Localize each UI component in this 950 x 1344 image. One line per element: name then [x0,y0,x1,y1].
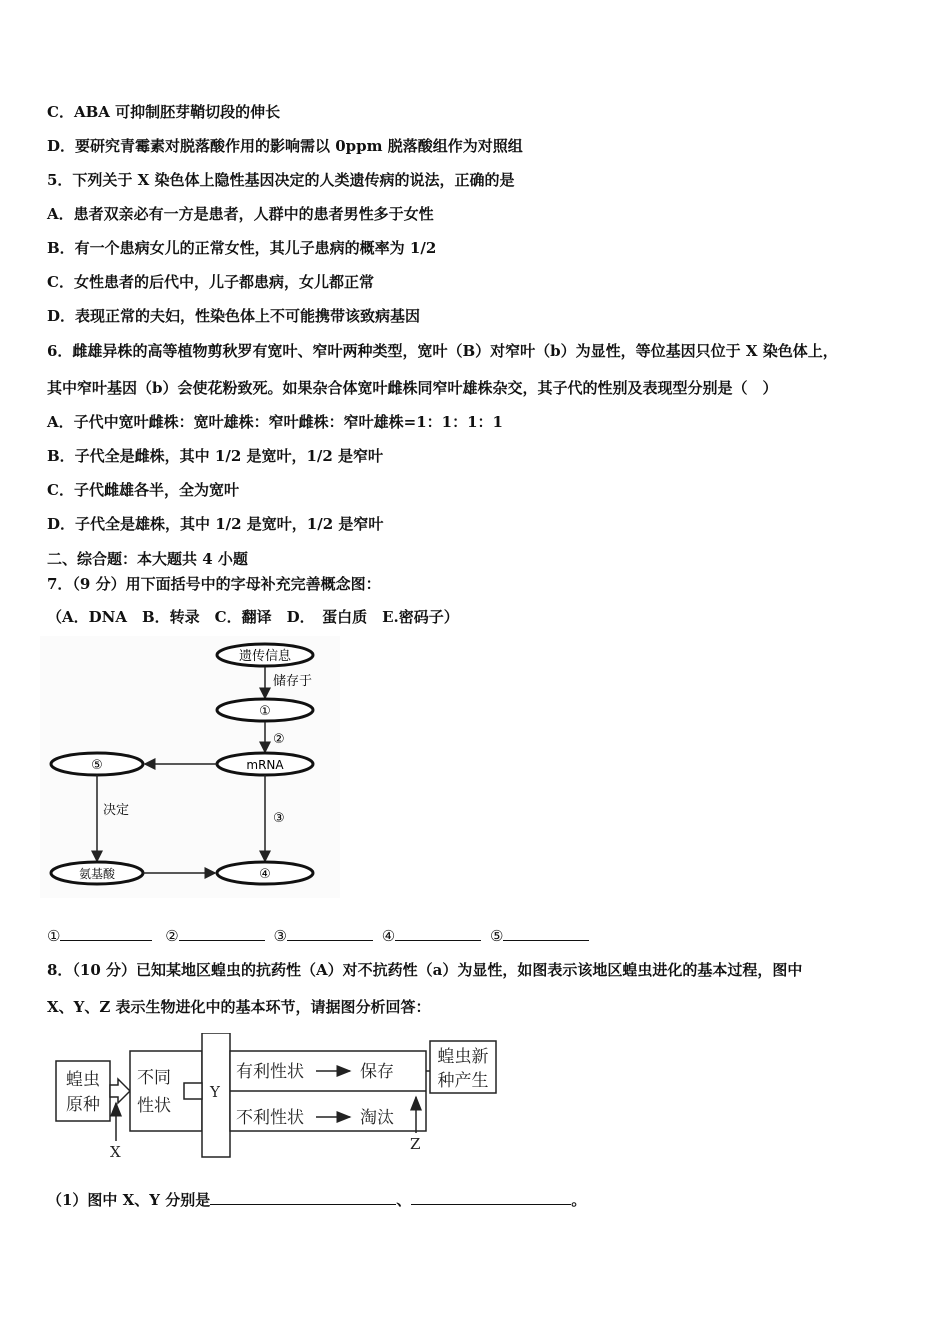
new-species-line2: 种产生 [437,1071,489,1091]
z-label: Z [410,1135,421,1153]
eliminated-label: 淘汰 [360,1108,394,1128]
original-species-line2: 原种 [66,1095,100,1115]
blank-4-marker: ④ [381,927,396,945]
question-6-line1: 6．雌雄异株的高等植物剪秋罗有宽叶、窄叶两种类型，宽叶（B）对窄叶（b）为显性，等位基因只位于 X 染色体上， [47,342,838,360]
q8-1-text: （1）图中 X、Y 分别是 [47,1191,211,1209]
favorable-traits: 有利性状 [236,1062,304,1082]
question-8-line1: 8．（10 分）已知某地区蝗虫的抗药性（A）对不抗药性（a）为显性，如图表示该地区蝗虫进化的基本过程，图中 [47,961,803,979]
x-label: X [110,1143,121,1161]
q8-1-end: 。 [571,1191,587,1209]
evolution-process-diagram [50,1033,510,1163]
q5-option-d: D．表现正常的夫妇，性染色体上不可能携带该致病基因 [47,307,421,325]
q7-answer-blanks [47,926,589,946]
step-2-label: ② [273,732,285,747]
q6-option-c: C．子代雌雄各半，全为宽叶 [47,481,239,499]
y-label: Y [210,1083,220,1101]
q6-option-b: B．子代全是雌株，其中 1/2 是宽叶，1/2 是窄叶 [47,447,384,465]
unfavorable-traits: 不利性状 [236,1108,304,1128]
different-traits-line2: 性状 [137,1096,171,1116]
question-7: 7．（9 分）用下面括号中的字母补充完善概念图： [47,575,381,593]
blank-3[interactable] [287,926,373,941]
node-1-label: ① [259,704,271,719]
blank-2-marker: ② [165,927,179,945]
blank-4[interactable] [395,926,481,941]
line-c-aba: C．ABA 可抑制胚芽鞘切段的伸长 [47,103,281,121]
original-species-line1: 蝗虫 [66,1070,100,1090]
q6-option-a: A．子代中宽叶雌株：宽叶雄株：窄叶雌株：窄叶雄株=1：1：1：1 [47,413,503,431]
question-6-line2: 其中窄叶基因（b）会使花粉致死。如果杂合体宽叶雌株同窄叶雄株杂交，其子代的性别及表现型分别是（ ） [47,379,778,397]
q8-1-separator: 、 [396,1191,412,1209]
blank-1[interactable] [60,926,152,941]
blank-5[interactable] [503,926,589,941]
q5-option-b: B．有一个患病女儿的正常女性，其儿子患病的概率为 1/2 [47,239,437,257]
y-connector [184,1083,202,1099]
different-traits-line1: 不同 [137,1068,171,1088]
q7-letters: （A．DNA B．转录 C．翻译 D． 蛋白质 E.密码子） [47,608,459,626]
answer-y-blank[interactable] [411,1190,571,1205]
q5-option-a: A．患者双亲必有一方是患者，人群中的患者男性多于女性 [47,205,434,223]
new-species-line1: 蝗虫新 [437,1047,489,1067]
q6-option-d: D．子代全是雄株，其中 1/2 是宽叶，1/2 是窄叶 [47,515,384,533]
genetic-info-label: 遗传信息 [238,649,292,664]
section-heading: 二、综合题：本大题共 4 小题 [47,550,248,568]
q5-option-c: C．女性患者的后代中，儿子都患病，女儿都正常 [47,273,374,291]
question-8-line2: X、Y、Z 表示生物进化中的基本环节，请据图分析回答： [47,998,431,1016]
blank-2[interactable] [179,926,265,941]
stored-in-label: 储存于 [273,674,313,689]
mrna-label: mRNA [246,758,284,772]
blank-1-marker: ① [47,927,61,945]
blank-3-marker: ③ [273,927,287,945]
concept-map-diagram [40,636,340,898]
q8-subquestion-1 [47,1190,586,1210]
line-d-penicillin: D．要研究青霉素对脱落酸作用的影响需以 0ppm 脱落酸组作为对照组 [47,137,523,155]
hollow-arrow [110,1079,130,1103]
node-5-label: ⑤ [91,758,103,773]
step-3-label: ③ [273,811,285,826]
decides-label: 决定 [103,803,130,818]
blank-5-marker: ⑤ [489,927,504,945]
question-5: 5．下列关于 X 染色体上隐性基因决定的人类遗传病的说法，正确的是 [47,171,515,189]
answer-x-blank[interactable] [210,1190,396,1205]
amino-acid-label: 氨基酸 [78,867,116,881]
preserved-label: 保存 [360,1062,394,1082]
node-4-label: ④ [259,867,271,882]
